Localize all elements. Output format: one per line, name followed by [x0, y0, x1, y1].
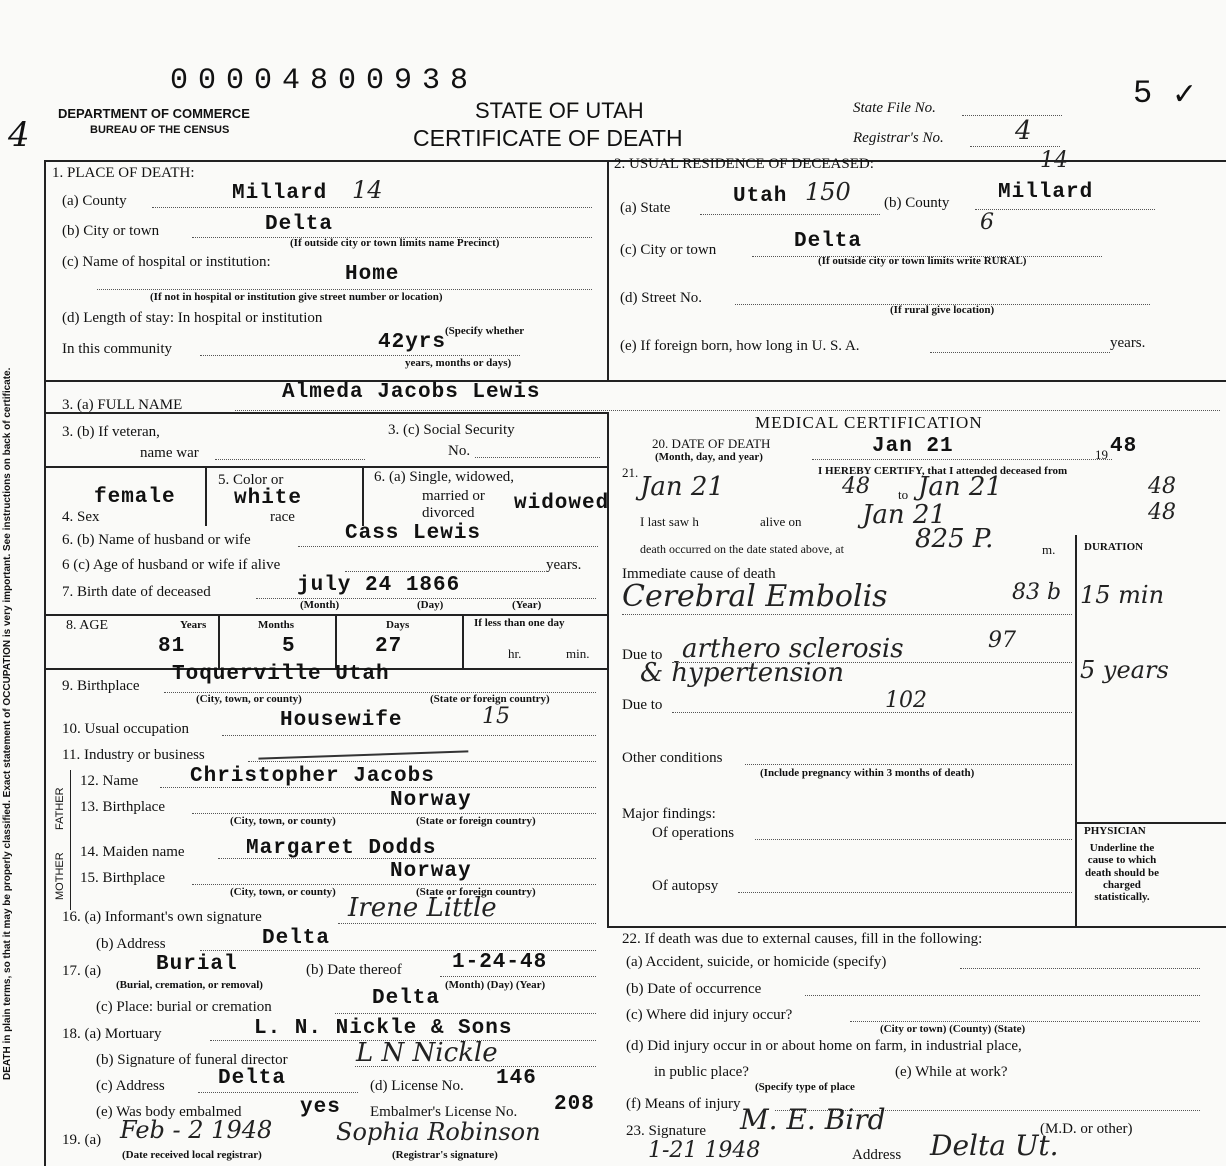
mother-name-label: 14. Maiden name — [80, 844, 185, 860]
mother-bp-note-city: (City, town, or county) — [230, 886, 336, 898]
serial-number: 00004800938 — [170, 64, 479, 98]
father-name-value: Christopher Jacobs — [190, 765, 435, 788]
burial-place-label: (c) Place: burial or cremation — [96, 999, 272, 1015]
signature-date: 1-21 1948 — [648, 1138, 761, 1163]
state-file-line — [962, 115, 1062, 116]
physician-note: Underline the cause to which death should be charged statistically. — [1085, 842, 1159, 904]
burial-date-note: (Month) (Day) (Year) — [445, 979, 546, 991]
physician-head: PHYSICIAN — [1084, 825, 1146, 837]
last-saw-date: Jan 21 — [862, 500, 947, 530]
birth-year-note: (Year) — [512, 599, 542, 611]
res-state-value: Utah — [733, 185, 788, 208]
external-f: (f) Means of injury — [626, 1096, 741, 1112]
informant-address-label: (b) Address — [96, 936, 166, 952]
due-to-1b: & hypertension — [640, 658, 844, 688]
industry-strikeout — [258, 728, 469, 759]
res-city-value: Delta — [794, 230, 863, 253]
left-margin-mark: 4 — [8, 115, 30, 155]
duration-divider — [1075, 535, 1077, 926]
immediate-cause-line — [622, 614, 1072, 615]
age-years-head: Years — [180, 619, 207, 631]
county-value: Millard — [232, 182, 328, 205]
alive-on-label: alive on — [760, 514, 802, 529]
embalmer-license-label: Embalmer's License No. — [370, 1104, 518, 1120]
community-value: 42yrs — [378, 331, 447, 354]
city-label: (b) City or town — [62, 223, 160, 239]
mother-tab: MOTHER — [54, 852, 66, 900]
due-to-1: arthero sclerosis — [682, 634, 904, 664]
county-line — [152, 207, 592, 208]
burial-date-line — [440, 976, 596, 977]
section-divider — [44, 380, 1226, 382]
city-value: Delta — [265, 213, 334, 236]
father-bp-value: Norway — [390, 789, 472, 812]
res-county-label: (b) County — [884, 195, 950, 211]
marital-label: 6. (a) Single, widowed, — [374, 469, 514, 485]
hospital-value: Home — [345, 263, 400, 286]
sex-value: female — [94, 486, 176, 509]
res-city-label: (c) City or town — [620, 242, 717, 258]
res-county-line — [975, 209, 1155, 210]
left-border — [44, 160, 46, 1166]
community-label: In this community — [62, 341, 172, 357]
industry-label: 11. Industry or business — [62, 747, 205, 763]
due-to-1-line — [672, 662, 1072, 663]
embalmer-license: 208 — [554, 1093, 595, 1116]
external-b: (b) Date of occurrence — [626, 981, 762, 997]
age-label: 8. AGE — [66, 618, 108, 633]
immediate-cause-duration: 15 min — [1080, 581, 1165, 609]
ss-no-label: No. — [448, 443, 471, 459]
external-a: (a) Accident, suicide, or homicide (specify) — [626, 954, 887, 970]
burial-place: Delta — [372, 987, 441, 1010]
married-label: married or — [422, 488, 485, 504]
due-to-2-label: Due to — [622, 697, 663, 713]
attended-to-label: to — [898, 487, 909, 502]
attended-to: Jan 21 — [918, 472, 1003, 502]
duration-head: DURATION — [1084, 541, 1144, 553]
date-of-death-year: 48 — [1110, 435, 1138, 458]
foreign-line — [930, 352, 1110, 353]
industry-line — [248, 761, 596, 762]
birthplace-note-state: (State or foreign country) — [430, 693, 550, 705]
birthplace-note-city: (City, town, or county) — [196, 693, 302, 705]
signature-label: 23. Signature — [626, 1123, 706, 1139]
age-wife-years: years. — [546, 557, 582, 573]
mortuary-name: L. N. Nickle & Sons — [254, 1017, 513, 1040]
external-b-line — [805, 995, 1200, 996]
external-e: (e) While at work? — [895, 1064, 1008, 1080]
age-wife-label: 6 (c) Age of husband or wife if alive — [62, 557, 281, 573]
registrar-signature: Sophia Robinson — [336, 1118, 541, 1146]
hours-label: hr. — [508, 646, 522, 661]
immediate-cause-label: Immediate cause of death — [622, 566, 776, 582]
due-to-1-duration: 5 years — [1080, 656, 1169, 684]
mother-bp-label: 15. Birthplace — [80, 870, 165, 886]
sidebar-instructions: DEATH in plain terms, so that it may be properly classified. Exact statement of OCCUPATION is very important. See instructions on back of certificate. — [2, 367, 13, 1080]
color-marital-divider — [362, 466, 364, 526]
residence-heading: 2. USUAL RESIDENCE OF DECEASED: — [614, 156, 874, 172]
vet-divider — [44, 466, 609, 468]
other-conditions-note: (Include pregnancy within 3 months of death) — [760, 767, 975, 779]
immediate-cause-code: 83 b — [1012, 580, 1062, 605]
birth-divider — [44, 614, 609, 616]
item-21-label: 21. — [622, 465, 639, 480]
father-bp-line — [192, 813, 596, 814]
physician-signature: M. E. Bird — [740, 1103, 886, 1136]
res-city-code: 6 — [980, 210, 994, 235]
divorced-label: divorced — [422, 505, 475, 521]
burial-value: Burial — [156, 953, 238, 976]
attended-from-year: 48 — [842, 474, 870, 499]
age-months: 5 — [282, 635, 296, 658]
race-label: race — [270, 509, 295, 525]
occupation-value: Housewife — [280, 709, 403, 732]
registrar-date-note: (Date received local registrar) — [122, 1149, 262, 1161]
external-d: (d) Did injury occur in or about home on farm, in industrial place, — [626, 1038, 1022, 1054]
color-value: white — [234, 487, 303, 510]
county-label: (a) County — [62, 193, 127, 209]
burial-date-label: (b) Date thereof — [306, 962, 402, 978]
informant-signature: Irene Little — [348, 893, 497, 923]
registrar-no: 4 — [1015, 116, 1032, 146]
age-col-3 — [462, 614, 464, 668]
hospital-line — [97, 289, 592, 290]
birth-value: july 24 1866 — [297, 574, 461, 597]
embalmed-value: yes — [300, 1096, 341, 1119]
death-time: 825 P. — [915, 524, 994, 554]
foreign-years: years. — [1110, 335, 1146, 351]
attended-from: Jan 21 — [640, 472, 725, 502]
date-of-death-sub: (Month, day, and year) — [655, 451, 763, 463]
operations-line — [755, 839, 1072, 840]
burial-date: 1-24-48 — [452, 951, 548, 974]
operations-label: Of operations — [652, 825, 735, 841]
medical-heading: MEDICAL CERTIFICATION — [755, 413, 983, 432]
mother-bp-note-state: (State or foreign country) — [416, 886, 536, 898]
mother-bp-line — [192, 884, 596, 885]
full-name-value: Almeda Jacobs Lewis — [282, 381, 541, 404]
age-wife-line — [345, 571, 545, 572]
state-file-label: State File No. — [853, 100, 936, 116]
burial-note: (Burial, cremation, or removal) — [116, 979, 263, 991]
external-c: (c) Where did injury occur? — [626, 1007, 793, 1023]
attended-to-year: 48 — [1148, 474, 1176, 499]
external-d-note: (Specify type of place — [755, 1081, 855, 1093]
mother-bp-value: Norway — [390, 860, 472, 883]
burial-label: 17. (a) — [62, 963, 102, 979]
res-city-note: (If outside city or town limits write RURAL) — [818, 255, 1027, 267]
director-label: (b) Signature of funeral director — [96, 1052, 288, 1068]
registrar-no-label: Registrar's No. — [853, 130, 944, 146]
license-value: 146 — [496, 1067, 537, 1090]
sex-label: 4. Sex — [62, 509, 100, 525]
registrar-sig-note: (Registrar's signature) — [392, 1149, 498, 1161]
signature-address-label: Address — [852, 1147, 902, 1163]
license-label: (d) License No. — [370, 1078, 464, 1094]
rural-note: (If rural give location) — [890, 304, 995, 316]
war-line — [215, 459, 365, 460]
autopsy-label: Of autopsy — [652, 878, 719, 894]
informant-label: 16. (a) Informant's own signature — [62, 909, 262, 925]
date-of-death-value: Jan 21 — [872, 435, 954, 458]
corner-number: 5 — [1133, 75, 1153, 112]
registrar-no-line — [970, 146, 1060, 147]
registrar-label: 19. (a) — [62, 1132, 102, 1148]
husband-value: Cass Lewis — [345, 522, 482, 545]
res-state-code: 150 — [805, 178, 851, 206]
sex-color-divider — [205, 466, 207, 526]
informant-line — [338, 923, 596, 924]
embalmed-label: (e) Was body embalmed — [96, 1104, 242, 1120]
war-label: name war — [140, 445, 199, 461]
signature-address: Delta Ut. — [930, 1129, 1059, 1162]
hospital-label: (c) Name of hospital or institution: — [62, 254, 271, 270]
state-heading: STATE OF UTAH — [475, 98, 644, 123]
due-to-1-code: 97 — [988, 628, 1016, 653]
date-of-death-label: 20. DATE OF DEATH — [652, 436, 771, 451]
major-findings-label: Major findings: — [622, 806, 716, 822]
last-saw-year: 48 — [1148, 500, 1176, 525]
hospital-note: (If not in hospital or institution give street number or location) — [150, 291, 443, 303]
date-of-death-century: 19 — [1095, 447, 1108, 462]
mortuary-label: 18. (a) Mortuary — [62, 1026, 162, 1042]
color-label: 5. Color or — [218, 472, 284, 488]
ss-line — [475, 457, 600, 458]
death-occurred-label: death occurred on the date stated above, at — [640, 542, 844, 556]
stay-label: (d) Length of stay: In hospital or institution — [62, 310, 323, 326]
marital-value: widowed — [514, 492, 610, 515]
res-state-label: (a) State — [620, 200, 671, 216]
last-saw-label: I last saw h — [640, 514, 699, 529]
immediate-cause: Cerebral Embolis — [622, 579, 888, 614]
informant-address: Delta — [262, 927, 331, 950]
due-to-2-code: 102 — [885, 688, 927, 713]
age-col-2 — [335, 614, 337, 668]
external-c-note: (City or town) (County) (State) — [880, 1023, 1026, 1035]
external-divider — [607, 926, 1226, 928]
husband-label: 6. (b) Name of husband or wife — [62, 532, 251, 548]
age-days: 27 — [375, 635, 403, 658]
specify-note: (Specify whether — [445, 325, 525, 337]
birthplace-label: 9. Birthplace — [62, 678, 140, 694]
units-note: years, months or days) — [405, 357, 512, 369]
burial-place-line — [335, 1013, 596, 1014]
father-bp-note-city: (City, town, or county) — [230, 815, 336, 827]
age-months-head: Months — [258, 619, 295, 631]
autopsy-line — [738, 892, 1072, 893]
registrar-date: Feb - 2 1948 — [120, 1116, 273, 1144]
father-tab: FATHER — [54, 787, 66, 830]
city-note: (If outside city or town limits name Precinct) — [290, 237, 500, 249]
check-mark: ✓ — [1172, 77, 1198, 112]
page-title: CERTIFICATE OF DEATH — [413, 125, 683, 151]
res-street-label: (d) Street No. — [620, 290, 703, 306]
external-heading: 22. If death was due to external causes, fill in the following: — [622, 931, 983, 947]
other-conditions-line — [745, 764, 1072, 765]
age-col-1 — [218, 614, 220, 668]
place-heading: 1. PLACE OF DEATH: — [52, 165, 195, 181]
father-bp-label: 13. Birthplace — [80, 799, 165, 815]
ss-label: 3. (c) Social Security — [388, 422, 515, 438]
external-c-line — [850, 1021, 1200, 1022]
county-code: 14 — [352, 176, 383, 204]
birthplace-value: Toquerville Utah — [172, 663, 390, 686]
mortuary-address-line — [198, 1092, 358, 1093]
res-state-line — [700, 214, 880, 215]
age-years: 81 — [158, 635, 186, 658]
mid-divider-top — [607, 160, 609, 380]
department-label: DEPARTMENT OF COMMERCE — [58, 106, 250, 121]
signature-md-note: (M.D. or other) — [1040, 1121, 1133, 1137]
full-name-line — [235, 410, 1220, 411]
husband-line — [298, 546, 598, 547]
veteran-label: 3. (b) If veteran, — [62, 424, 160, 440]
mortuary-address-label: (c) Address — [96, 1078, 165, 1094]
due-to-1-label: Due to — [622, 647, 663, 663]
birth-month-note: (Month) — [300, 599, 340, 611]
minutes-label: min. — [566, 646, 590, 661]
mortuary-address: Delta — [218, 1067, 287, 1090]
age-days-head: Days — [386, 619, 410, 631]
birth-day-note: (Day) — [417, 599, 444, 611]
physician-divider — [1075, 822, 1226, 824]
director-signature: L N Nickle — [356, 1038, 498, 1068]
residence-code: 14 — [1040, 148, 1068, 173]
bureau-label: BUREAU OF THE CENSUS — [90, 124, 230, 136]
date-of-death-line — [812, 459, 1112, 460]
less-than-day: If less than one day — [474, 617, 565, 629]
res-county-value: Millard — [998, 181, 1094, 204]
certify-text: I HEREBY CERTIFY, that I attended deceased from — [818, 465, 1068, 477]
parents-bracket — [70, 770, 71, 910]
external-d2: in public place? — [654, 1064, 749, 1080]
death-time-m: m. — [1042, 542, 1056, 557]
mother-name-value: Margaret Dodds — [246, 837, 437, 860]
father-name-label: 12. Name — [80, 773, 139, 789]
community-line — [200, 355, 520, 356]
birth-label: 7. Birth date of deceased — [62, 584, 211, 600]
foreign-label: (e) If foreign born, how long in U. S. A. — [620, 338, 860, 354]
occupation-code: 15 — [482, 704, 510, 729]
external-a-line — [960, 968, 1200, 969]
due-to-2-line — [672, 712, 1072, 713]
father-bp-note-state: (State or foreign country) — [416, 815, 536, 827]
occupation-label: 10. Usual occupation — [62, 721, 190, 737]
other-conditions-label: Other conditions — [622, 750, 723, 766]
full-name-label: 3. (a) FULL NAME — [62, 397, 183, 413]
